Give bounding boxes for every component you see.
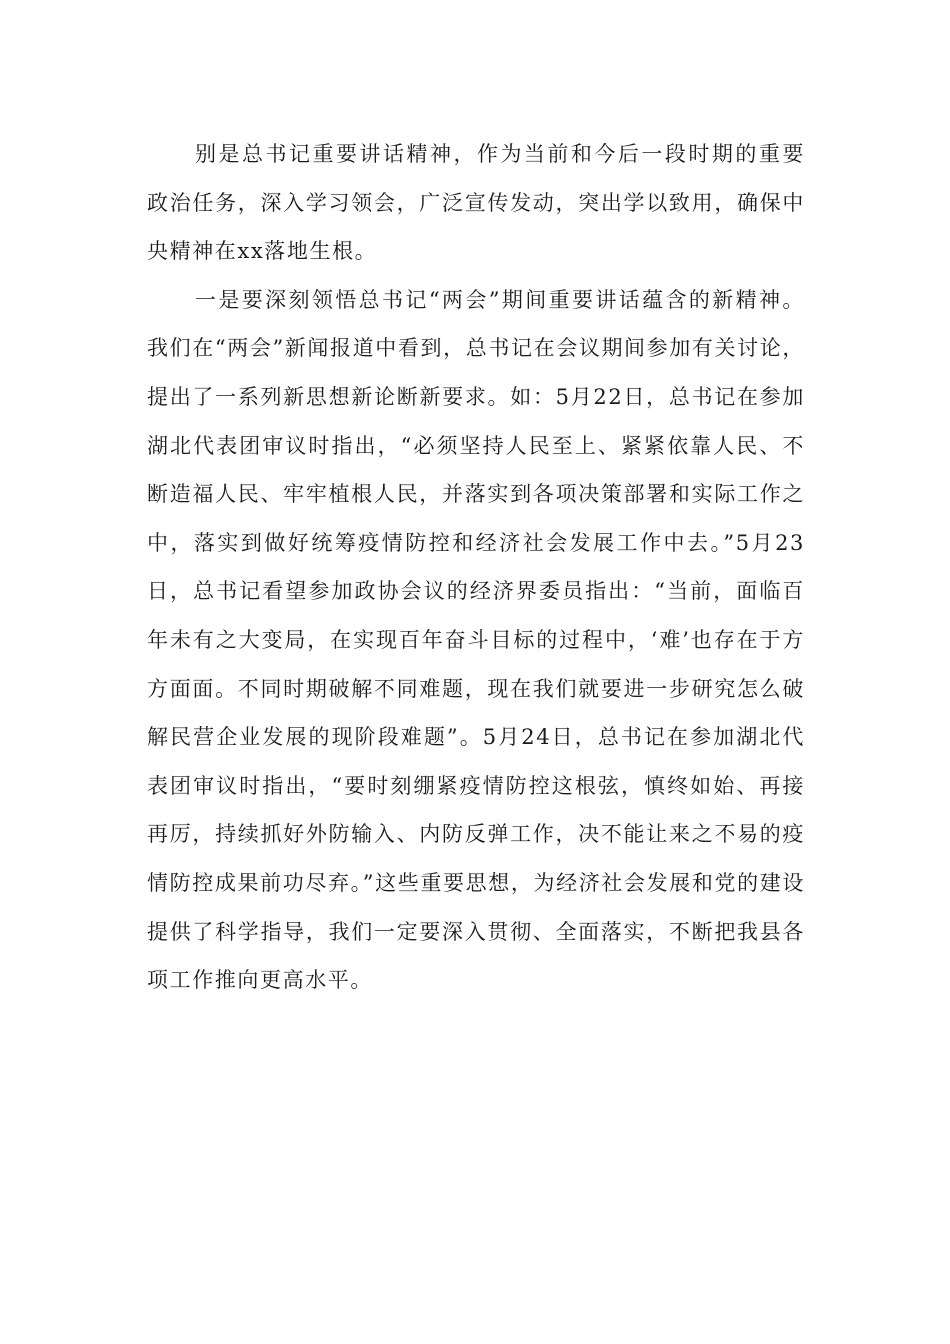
paragraph-continuation: 别是总书记重要讲话精神，作为当前和今后一段时期的重要政治任务，深入学习领会，广泛宣传发动，突出学以致用，确保中央精神在xx落地生根。 <box>147 142 805 264</box>
document-body <box>147 130 805 1005</box>
paragraph-main: 一是要深刻领悟总书记“两会”期间重要讲话蕴含的新精神。我们在“两会”新闻报道中看到，总书记在会议期间参加有关讨论，提出了一系列新思想新论断新要求。如：5月22日，总书记在参加湖北代表团审议时指出，“必须坚持人民至上、紧紧依靠人民、不断造福人民、牢牢植根人民，并落实到各项决策部署和实际工作之中，落实到做好统筹疫情防控和经济社会发展工作中去。”5月23日，总书记看望参加政协会议的经济界委员指出：“当前，面临百年未有之大变局，在实现百年奋斗目标的过程中，‘难’也存在于方方面面。不同时期破解不同难题，现在我们就要进一步研究怎么破解民营企业发展的现阶段难题”。5月24日，总书记在参加湖北代表团审议时指出，“要时刻绷紧疫情防控这根弦，慎终如始、再接再厉，持续抓好外防输入、内防反弹工作，决不能让来之不易的疫情防控成果前功尽弃。”这些重要思想，为经济社会发展和党的建设提供了科学指导，我们一定要深入贯彻、全面落实，不断把我县各项工作推向更高水平。 <box>147 287 805 993</box>
